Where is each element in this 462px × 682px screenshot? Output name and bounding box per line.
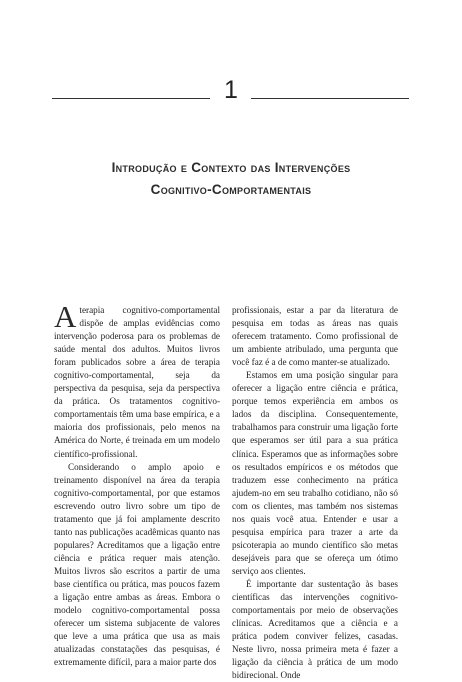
right-paragraph-2: Estamos em uma posição singular para oferecer a ligação entre ciência e prática, porque temos experiência em ambos os lados da disciplina. Consequentemente, trabalhamos para construir uma ligação forte que esperamos ser útil para a sua prática clínica. Esperamos que as informações sobre os resultados empíricos e os métodos que traduzem esse conhecimento na prática ajudem-no em seu trabalho cotidiano, não só com os clientes, mas também nos sistemas nos quais você atua. Entender e usar a pesquisa empírica para trazer a arte da psicoterapia ao mundo científico são metas desejáveis para que se ofereça um ótimo serviço aos clientes. bbox=[232, 370, 398, 576]
chapter-rule-left bbox=[52, 98, 210, 99]
chapter-title-line-1: Introdução e Contexto das Intervenções bbox=[111, 160, 351, 175]
chapter-number: 1 bbox=[224, 76, 238, 104]
right-paragraph-3: É importante dar sustentação às bases científicas das intervenções cognitivo-comportamentais por meio de observações clínicas. Acreditamos que a ciência e a prática podem conviver felizes, casadas. Neste livro, nossa primeira meta é fazer a ligação da ciência à prática de um modo bidirecional. Onde bbox=[232, 578, 398, 681]
right-column bbox=[232, 304, 398, 682]
left-paragraph-2: Considerando o amplo apoio e treinamento disponível na área da terapia cognitivo-comportamental, por que estamos escrevendo outro livro sobre um tipo de tratamento que já foi amplamente descrito tanto nas publicações acadêmicas quanto nas populares? Acreditamos que a ligação entre ciência e prática requer mais atenção. Muitos livros são escritos a partir de uma base científica ou prática, mas poucos fazem a ligação entre ambas as áreas. Embora o modelo cognitivo-comportamental possa oferecer um sistema subjacente de valores que leve a uma prática que usa as mais atualizadas constatações das pesquisas, é extremamente difícil, para a maior parte dos bbox=[54, 461, 220, 668]
chapter-title-line-2: Cognitivo-Comportamentais bbox=[150, 182, 312, 197]
chapter-title bbox=[0, 157, 462, 201]
chapter-rule-right bbox=[251, 98, 409, 99]
chapter-heading bbox=[0, 76, 462, 116]
drop-cap: A bbox=[54, 299, 77, 334]
left-column bbox=[54, 299, 220, 669]
left-paragraph-1-text: terapia cognitivo-comportamental dispõe de amplas evidências como intervenção poderosa para os problemas de saúde mental dos adultos. Muitos livros foram publicados sobre a área de terapia cognitivo-comportamental, seja da perspectiva da pesquisa, seja da perspectiva da prática. Os tratamentos cognitivo-comportamentais têm uma base empírica, e a maioria dos profissionais, pelo menos na América do Norte, é treinada em um modelo científico-profissional. bbox=[54, 305, 220, 459]
right-paragraph-1: profissionais, estar a par da literatura de pesquisa em todas as áreas nas quais oferecem tratamento. Como profissional de um ambiente atribulado, uma pergunta que você faz é a de como manter-se atualizado. bbox=[232, 305, 398, 368]
left-paragraph-1 bbox=[54, 299, 220, 461]
